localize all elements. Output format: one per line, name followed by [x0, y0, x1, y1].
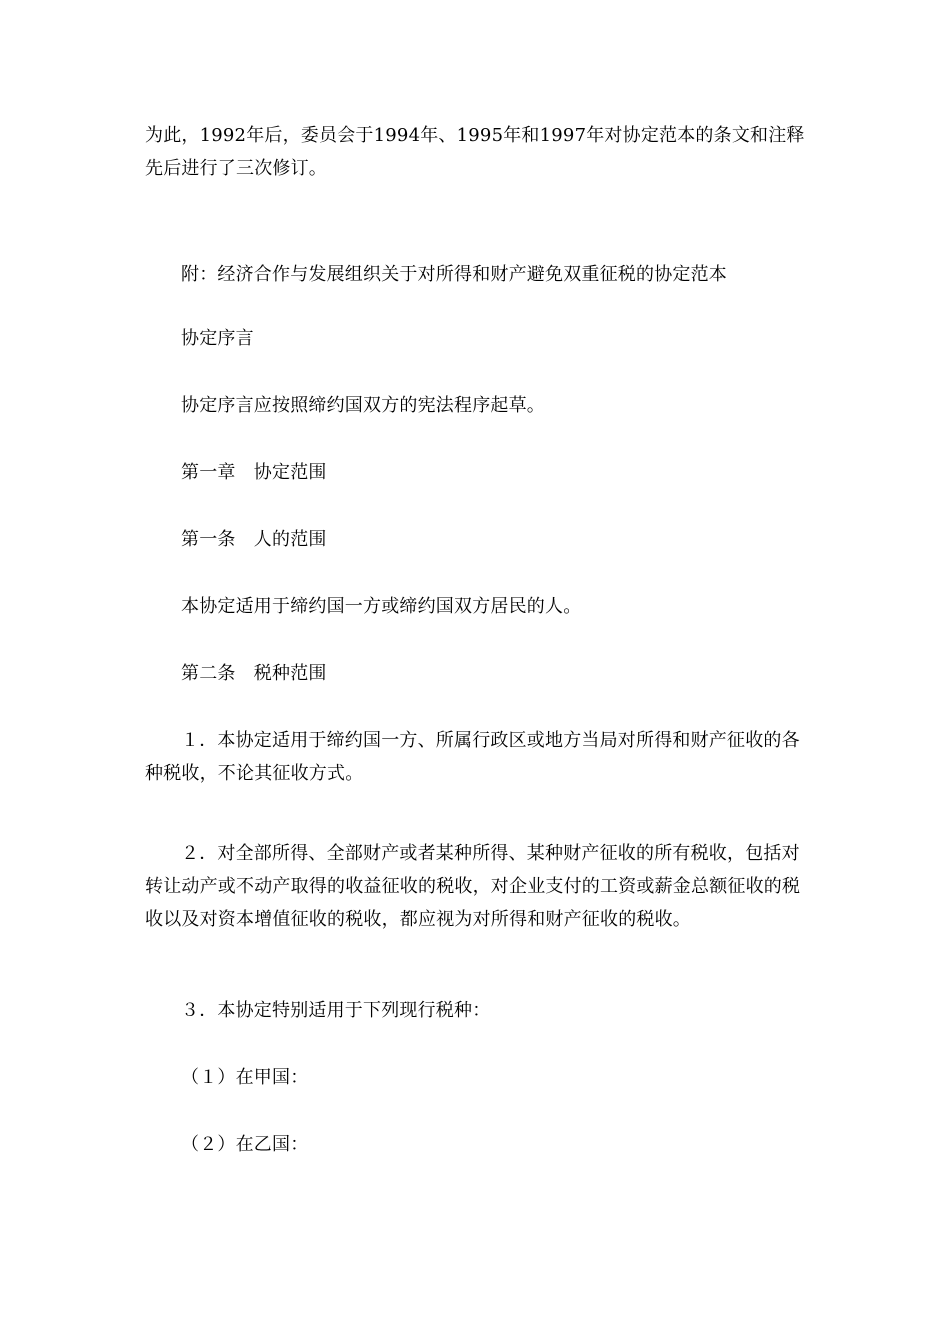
preamble-heading: 协定序言 — [181, 328, 254, 349]
article-one-heading: 第一条 人的范围 — [181, 529, 327, 550]
clause-3-item-1: （１）在甲国： — [181, 1067, 309, 1088]
article-two-clause-2: ２．对全部所得、全部财产或者某种所得、某种财产征收的所有税收，包括对转让动产或不动产取得的收益征收的税收，对企业支付的工资或薪金总额征收的税收以及对资本增值征收的税收，都应视为对所得和财产征收的税收。 — [145, 843, 801, 930]
clause-3-item-2: （２）在乙国： — [181, 1134, 309, 1155]
article-one-text: 本协定适用于缔约国一方或缔约国双方居民的人。 — [181, 596, 582, 617]
article-two-clause-1: １．本协定适用于缔约国一方、所属行政区或地方当局对所得和财产征收的各种税收，不论其征收方式。 — [145, 730, 800, 784]
article-two-heading: 第二条 税种范围 — [181, 663, 327, 684]
preamble-text: 协定序言应按照缔约国双方的宪法程序起草。 — [181, 395, 545, 416]
intro-paragraph: 为此，1992年后，委员会于1994年、1995年和1997年对协定范本的条文和注释先后进行了三次修订。 — [145, 125, 805, 179]
appendix-title: 附：经济合作与发展组织关于对所得和财产避免双重征税的协定范本 — [181, 264, 727, 285]
chapter-one-heading: 第一章 协定范围 — [181, 462, 327, 483]
article-two-clause-3: ３．本协定特别适用于下列现行税种： — [181, 1000, 491, 1021]
